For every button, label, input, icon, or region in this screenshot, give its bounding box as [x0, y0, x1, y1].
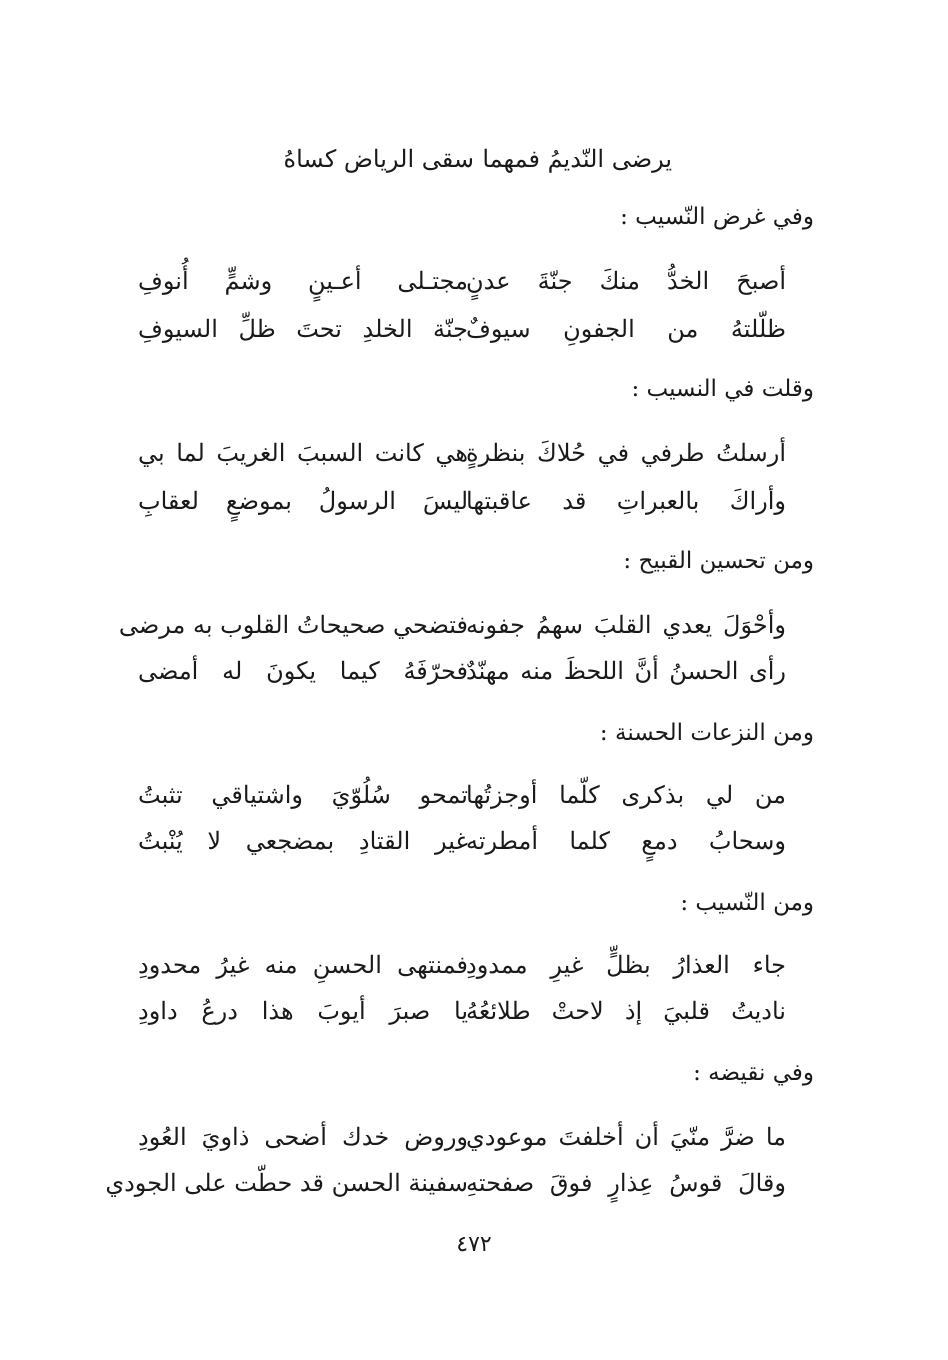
verse-left-hemistich: غير القتادِ بمضجعي لا يُنْبتُ	[138, 827, 468, 855]
opening-verse-left: سقى الرياض كساهُ	[283, 145, 474, 173]
verse-left-hemistich: ليسَ الرسولُ بموضعٍ لعقابِ	[138, 487, 468, 515]
verse-left-hemistich: فمنتهى الحسنِ منه غيرُ محدودِ	[138, 951, 468, 979]
verse-left-hemistich: مجتـلى أعـينٍ وشمٍّ أُنوفِ	[138, 267, 468, 295]
verse-right-hemistich: وأحْوَلَ يعدي القلبَ سهمُ جفونه	[466, 611, 786, 639]
verse-right-hemistich: ناديتُ قلبيَ إذ لاحتْ طلائعُهُ	[466, 997, 786, 1025]
verse-left-hemistich: سفينة الحسن قد حطّت على الجودي	[105, 1169, 468, 1197]
section-heading: وفي غرض النّسيب :	[620, 204, 814, 230]
section-heading: ومن النّسيب :	[680, 890, 814, 916]
section-heading: ومن تحسين القبيح :	[623, 548, 814, 574]
verse-left-hemistich: فحرّفَهُ كيما يكونَ له أمضى	[138, 657, 468, 685]
verse-left-hemistich: هي كانت السببَ الغريبَ لما بي	[138, 439, 468, 467]
verse-left-hemistich: تمحو سُلُوّيَ واشتياقي تثبتُ	[138, 781, 468, 809]
verse-right-hemistich: ظلّلتهُ من الجفونِ سيوفٌ	[466, 315, 786, 343]
verse-right-hemistich: جاء العذارُ بظلٍّ غيرِ ممدودِ	[466, 951, 786, 979]
verse-left-hemistich: جنّة الخلدِ تحتَ ظلِّ السيوفِ	[138, 315, 468, 343]
verse-left-hemistich: وروض خدك أضحى ذاويَ العُودِ	[138, 1123, 468, 1151]
section-heading: ومن النزعات الحسنة :	[599, 720, 814, 746]
section-heading: وقلت في النسيب :	[631, 376, 814, 402]
verse-right-hemistich: وسحابُ دمعٍ كلما أمطرته	[466, 827, 786, 855]
verse-right-hemistich: أصبحَ الخدُّ منكَ جنّةَ عدنٍ	[466, 267, 786, 295]
opening-verse-right: يرضى النّديمُ فمهما	[482, 145, 672, 173]
verse-right-hemistich: رأى الحسنُ أنَّ اللحظَ منه مهنّدٌ	[466, 657, 786, 685]
verse-left-hemistich: فتضحي صحيحاتُ القلوب به مرضى	[118, 611, 468, 639]
verse-right-hemistich: وأراكَ بالعبراتِ قد عاقبتها	[466, 487, 786, 515]
verse-left-hemistich: يا صبرَ أيوبَ هذا درعُ داودِ	[138, 997, 468, 1025]
verse-right-hemistich: وقالَ قوسُ عِذارٍ فوقَ صفحتهِ	[466, 1169, 786, 1197]
page-number: ٤٧٢	[456, 1232, 492, 1257]
verse-right-hemistich: من لي بذكرى كلّما أوجزتُها	[466, 781, 786, 809]
verse-right-hemistich: أرسلتُ طرفي في حُلاكَ بنظرةٍ	[466, 439, 786, 467]
section-heading: وفي نقيضه :	[693, 1060, 814, 1086]
verse-right-hemistich: ما ضرَّ منّيَ أن أخلفتَ موعودي	[466, 1123, 786, 1151]
